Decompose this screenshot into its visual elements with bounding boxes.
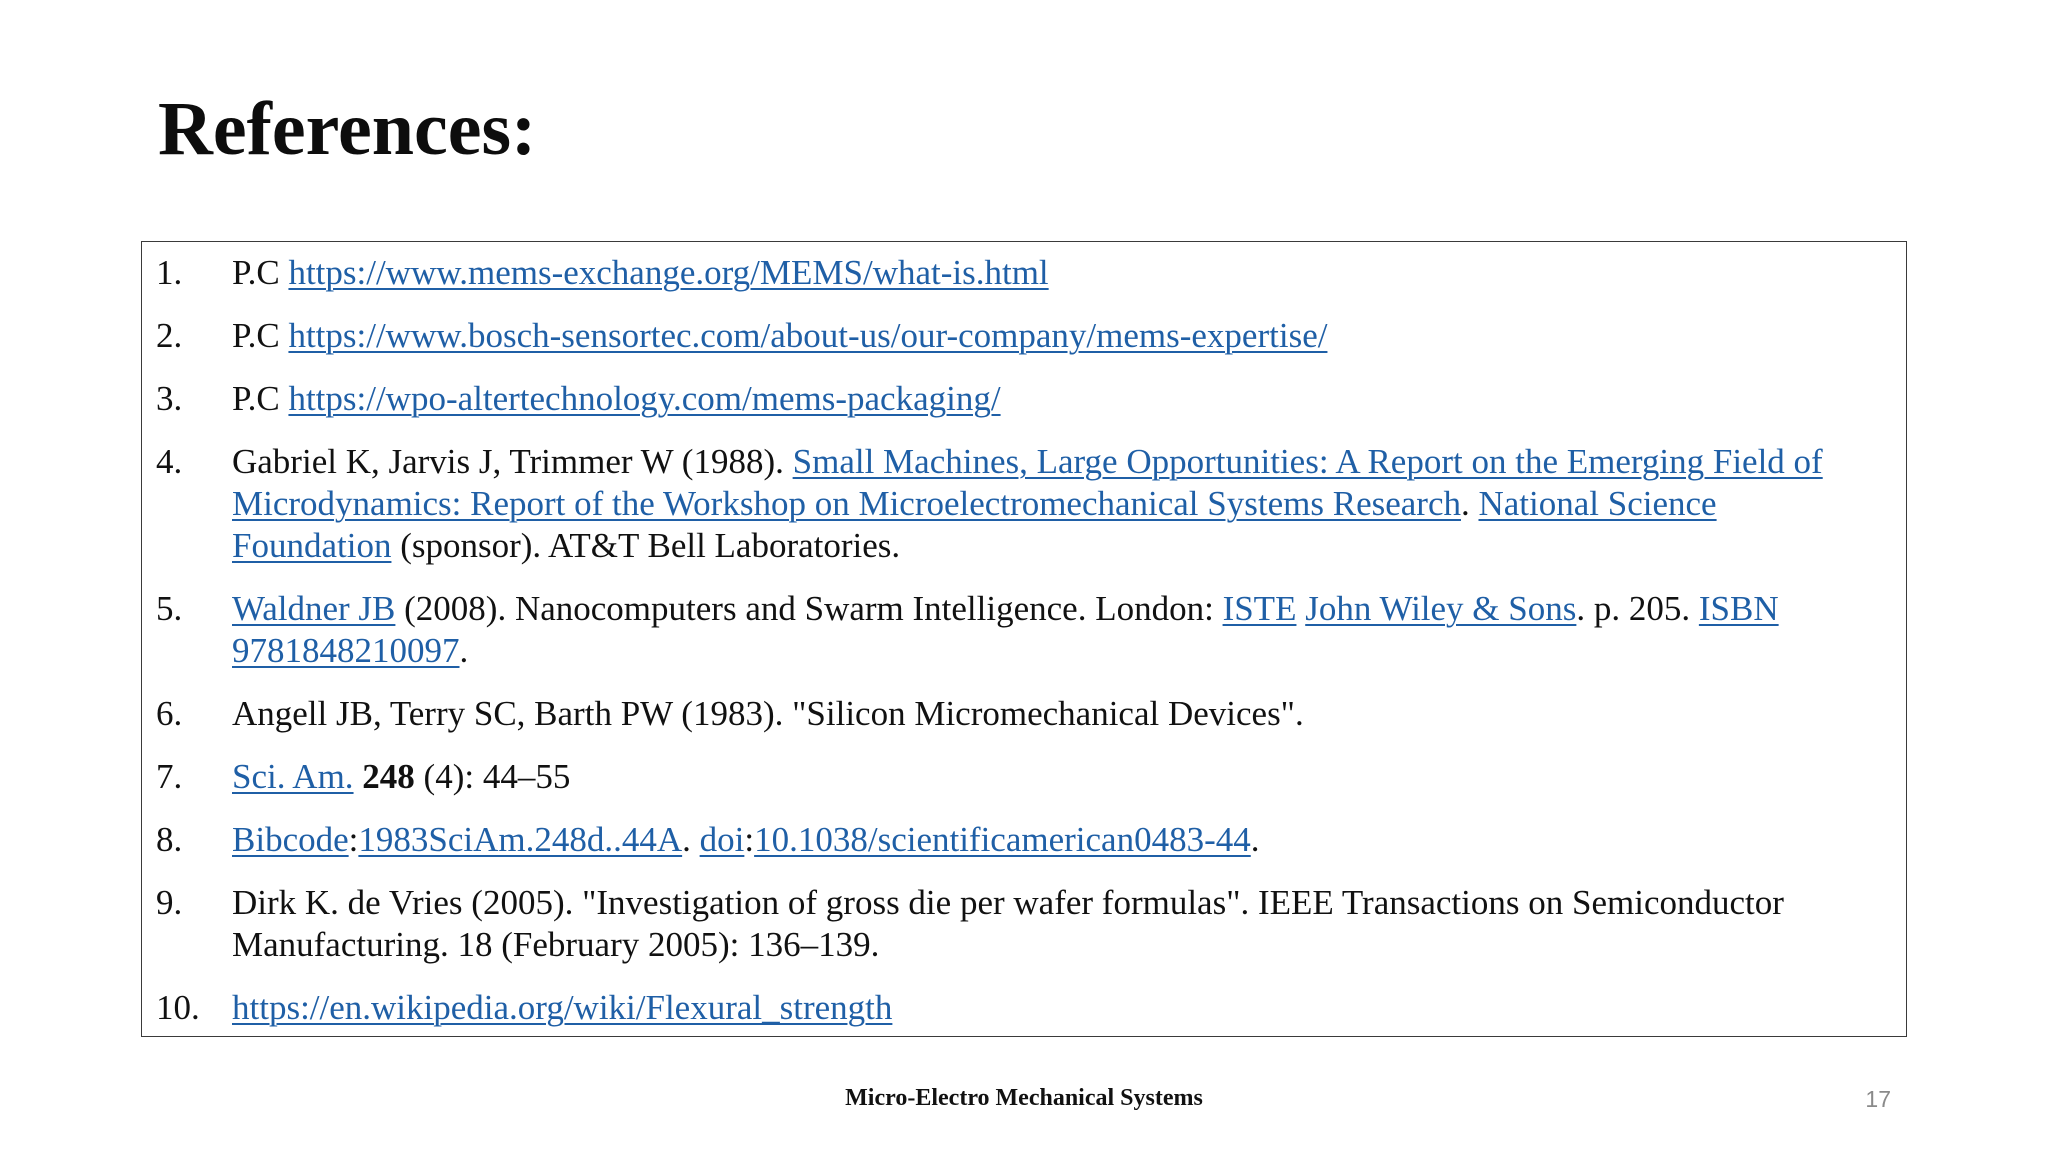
reference-volume: 248	[362, 757, 415, 796]
reference-item	[156, 693, 1876, 735]
reference-link[interactable]: Sci. Am.	[232, 757, 354, 796]
reference-item	[156, 252, 1876, 294]
reference-segment: Angell JB, Terry SC, Barth PW (1983). "Silicon Micromechanical Devices".	[232, 694, 1304, 733]
reference-segment: P.C	[232, 379, 289, 418]
reference-list	[156, 252, 1876, 1050]
reference-number: 2.	[156, 316, 183, 355]
reference-segment: (4): 44–55	[414, 757, 571, 796]
reference-link[interactable]: https://www.mems-exchange.org/MEMS/what-is.html	[288, 253, 1049, 292]
reference-link[interactable]: Bibcode	[232, 820, 349, 859]
reference-segment: (sponsor). AT&T Bell Laboratories.	[391, 526, 901, 565]
reference-item	[156, 378, 1876, 420]
reference-item	[156, 756, 1876, 798]
reference-segment	[354, 757, 363, 796]
reference-text	[232, 883, 1784, 964]
reference-item	[156, 987, 1876, 1029]
reference-item	[156, 441, 1876, 567]
reference-item	[156, 882, 1876, 966]
reference-text	[232, 379, 1001, 418]
reference-link[interactable]: Waldner JB	[232, 589, 396, 628]
reference-segment: Gabriel K, Jarvis J, Trimmer W (1988).	[232, 442, 793, 481]
reference-number: 3.	[156, 379, 183, 418]
reference-segment	[1296, 589, 1305, 628]
reference-segment: P.C	[232, 253, 289, 292]
reference-link[interactable]: National Science Foundation	[232, 484, 1717, 565]
reference-text	[232, 757, 570, 796]
reference-text	[232, 316, 1327, 355]
reference-text	[232, 442, 1823, 565]
reference-segment: :	[744, 820, 755, 859]
reference-text	[232, 820, 1260, 859]
reference-link[interactable]: 1983SciAm.248d..44A	[358, 820, 683, 859]
reference-text	[232, 694, 1304, 733]
reference-segment: .	[1250, 820, 1260, 859]
page-number: 17	[1865, 1086, 1891, 1112]
reference-number: 4.	[156, 442, 183, 481]
reference-link[interactable]: John Wiley & Sons	[1305, 589, 1577, 628]
reference-number: 10.	[156, 988, 200, 1027]
reference-link[interactable]: Small Machines, Large Opportunities: A Report on the Emerging Field of Microdynamics: Report of the Workshop on Microelectromechanical Systems Research	[232, 442, 1823, 523]
reference-segment: .	[1460, 484, 1479, 523]
reference-link[interactable]: ISBN	[1698, 589, 1779, 628]
reference-text	[232, 589, 1779, 670]
reference-item	[156, 819, 1876, 861]
reference-segment: :	[348, 820, 359, 859]
reference-number: 5.	[156, 589, 183, 628]
reference-link[interactable]: https://en.wikipedia.org/wiki/Flexural_strength	[232, 988, 893, 1027]
reference-segment: Dirk K. de Vries (2005). "Investigation of gross die per wafer formulas". IEEE Transactions on Semiconductor Manufacturing. 18 (February 2005): 136–139.	[232, 883, 1784, 964]
reference-text	[232, 253, 1049, 292]
slide-footer: Micro-Electro Mechanical Systems	[845, 1085, 1203, 1111]
reference-link[interactable]: https://www.bosch-sensortec.com/about-us/our-company/mems-expertise/	[288, 316, 1328, 355]
references-box	[141, 241, 1907, 1037]
reference-link[interactable]: ISTE	[1222, 589, 1297, 628]
reference-number: 8.	[156, 820, 183, 859]
reference-text	[232, 988, 892, 1027]
reference-number: 7.	[156, 757, 183, 796]
reference-link[interactable]: doi	[699, 820, 745, 859]
reference-segment: .	[682, 820, 700, 859]
reference-item	[156, 588, 1876, 672]
reference-link[interactable]: 9781848210097	[232, 631, 460, 670]
reference-segment: .	[459, 631, 469, 670]
reference-segment: (2008). Nanocomputers and Swarm Intelligence. London:	[395, 589, 1223, 628]
slide-title: References:	[158, 87, 537, 171]
reference-number: 9.	[156, 883, 183, 922]
reference-number: 6.	[156, 694, 183, 733]
reference-link[interactable]: https://wpo-altertechnology.com/mems-packaging/	[288, 379, 1001, 418]
reference-segment: . p. 205.	[1576, 589, 1699, 628]
reference-link[interactable]: 10.1038/scientificamerican0483-44	[754, 820, 1251, 859]
reference-segment: P.C	[232, 316, 289, 355]
reference-item	[156, 315, 1876, 357]
reference-number: 1.	[156, 253, 183, 292]
